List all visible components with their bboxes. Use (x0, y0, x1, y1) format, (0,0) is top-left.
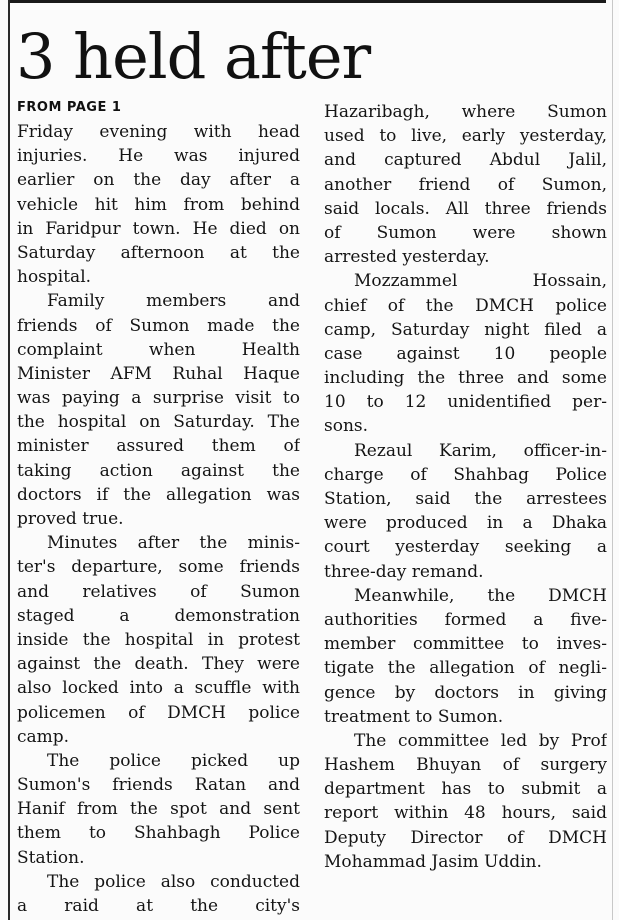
text-line: the hospital on Saturday. The (17, 412, 300, 433)
text-line: Sumon's friends Ratan and (17, 775, 300, 796)
text-line: hospital. (17, 267, 92, 288)
text-line: department has to submit a (324, 779, 607, 800)
text-line: against the death. They were (17, 654, 300, 675)
text-line: earlier on the day after a (17, 170, 300, 191)
text-line: proved true. (17, 509, 124, 529)
text-line: chief of the DMCH police (324, 295, 607, 316)
text-line: report within 48 hours, said (324, 803, 607, 824)
text-line: said locals. All three friends (324, 198, 607, 219)
text-line: charge of Shahbag Police (324, 464, 607, 485)
text-line: The police picked up (47, 750, 300, 771)
text-line: of Sumon were shown (324, 222, 607, 243)
text-line: taking action against the (17, 460, 300, 481)
text-line: staged a demonstration (17, 605, 300, 626)
text-line: Rezaul Karim, officer-in- (354, 440, 607, 461)
headline: 3 held after (16, 20, 371, 93)
text-line: treatment to Sumon. (324, 706, 504, 727)
text-line: member committee to inves- (324, 634, 607, 655)
text-line: vehicle hit him from behind (17, 194, 300, 215)
text-line: Family members and (47, 291, 300, 312)
text-line: friends of Sumon made the (17, 315, 300, 336)
text-line: them to Shahbagh Police (17, 823, 300, 844)
text-line: policemen of DMCH police (17, 702, 300, 723)
text-line: used to live, early yesterday, (324, 126, 607, 147)
text-line: Hazaribagh, where Sumon (324, 102, 607, 122)
text-line: Deputy Director of DMCH (324, 827, 607, 848)
text-line: Hashem Bhuyan of surgery (324, 755, 607, 776)
right-column-text (324, 100, 607, 874)
text-line: arrested yesterday. (324, 247, 490, 268)
text-line: inside the hospital in protest (17, 629, 300, 650)
text-line: another friend of Sumon, (324, 174, 607, 195)
right-rule (612, 0, 613, 920)
text-line: Meanwhile, the DMCH (354, 585, 607, 606)
text-line: and relatives of Sumon (17, 581, 300, 602)
left-rule (8, 0, 10, 920)
text-line: also locked into a scuffle with (17, 678, 300, 699)
text-line: Friday evening with head (17, 122, 300, 142)
text-line: minister assured them of (17, 436, 300, 457)
text-line: tigate the allegation of negli- (324, 658, 607, 679)
text-line: Hanif from the spot and sent (17, 799, 300, 820)
text-line: camp, Saturday night filed a (324, 319, 607, 340)
text-line: three-day remand. (324, 561, 484, 582)
text-line: Minister AFM Ruhal Haque (17, 363, 300, 384)
text-line: case against 10 people (324, 343, 607, 364)
text-line: complaint when Health (17, 339, 300, 360)
text-line: Station, said the arrestees (324, 489, 607, 509)
text-line: gence by doctors in giving (324, 682, 607, 703)
text-line: court yesterday seeking a (324, 537, 607, 558)
text-line: including the three and some (324, 368, 607, 389)
text-line: doctors if the allegation was (17, 484, 300, 505)
text-line: and captured Abdul Jalil, (324, 150, 607, 171)
top-rule (10, 0, 606, 3)
text-line: Mozzammel Hossain, (354, 271, 607, 292)
text-line: sons. (324, 416, 369, 437)
text-line: Minutes after the minis- (47, 533, 300, 554)
text-line: in Faridpur town. He died on (17, 218, 300, 239)
text-line: was paying a surprise visit to (17, 388, 300, 409)
text-line: Station. (17, 847, 85, 868)
left-column (17, 100, 300, 918)
left-column-text (17, 120, 300, 918)
text-line: Mohammad Jasim Uddin. (324, 851, 542, 872)
text-line: authorities formed a five- (324, 609, 607, 630)
right-column (324, 100, 607, 874)
text-line: a raid at the city's (17, 896, 300, 916)
text-line: The committee led by Prof (354, 730, 607, 751)
text-line: ter's departure, some friends (17, 557, 300, 578)
text-line: 10 to 12 unidentified per- (324, 392, 607, 413)
text-line: The police also conducted (47, 871, 300, 892)
text-line: were produced in a Dhaka (324, 513, 607, 534)
text-line: Saturday afternoon at the (17, 242, 300, 263)
kicker-from-page: FROM PAGE 1 (17, 100, 122, 115)
text-line: injuries. He was injured (17, 146, 300, 167)
text-line: camp. (17, 726, 70, 747)
